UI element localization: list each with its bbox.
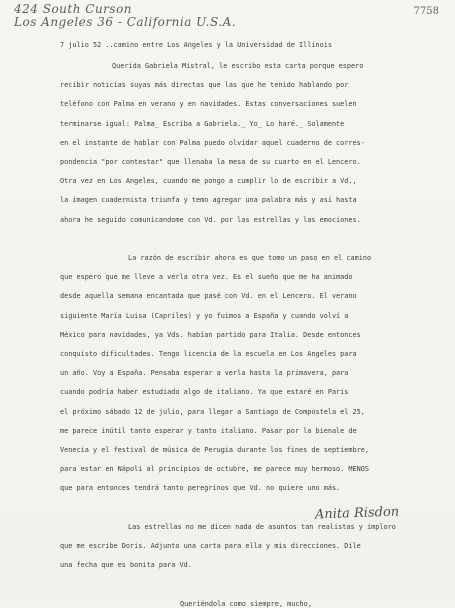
letter-line: que espero que me lleve a verla otra vez. Es el sueño que me ha animado <box>60 273 353 282</box>
letter-line: en el instante de hablar con Palma puedo olvidar aquel cuaderno de corres- <box>60 138 365 147</box>
letter-line: un año. Voy a España. Pensaba esperar a verla hasta la primavera, para <box>60 369 349 378</box>
letter-line: para estar en Nápoli al principios de octubre, me parece muy hermoso. MENOS <box>60 465 370 474</box>
letter-line: el próximo sábado 12 de julio, para llegar a Santiago de Compostela el 25, <box>60 407 365 416</box>
archive-number: 7758 <box>413 6 439 17</box>
letter-line: Otra vez en Los Angeles, cuando me pongo a cumplir lo de escribir a Vd., <box>60 177 357 186</box>
letter-line: siguiente María Luisa (Capriles) y yo fuimos a España y cuando volví a <box>60 311 349 320</box>
handwritten-address-line-2: Los Angeles 36 - California U.S.A. <box>14 15 237 29</box>
letter-line: Queriéndola como siempre, mucho, <box>180 599 312 608</box>
letter-line: La razón de escribir ahora es que tomo un paso en el camino <box>128 254 372 262</box>
letter-line: México para navidades, ya Vds. habían partido para Italia. Desde entonces <box>60 330 361 339</box>
letter-line: conquisto dificultades. Tengo licencia de la escuela en Los Angeles para <box>60 350 357 358</box>
letter-line: Venecia y el festival de música de Perugia durante los fines de septiembre, <box>60 446 370 454</box>
letter-line: cuando podría haber estudiado algo de italiano. Ya que estaré en Paris <box>60 388 349 397</box>
letter-line: que me escribe Doris. Adjunto una carta para ella y mis direcciones. Dile <box>60 542 361 550</box>
letter-line: teléfono con Palma en verano y en navidades. Estas conversaciones suelen <box>60 100 357 109</box>
handwritten-address-line-1: 424 South Curson <box>14 2 133 16</box>
letter-line: Querida Gabriela Mistral, le escribo esta carta porque espero <box>112 62 364 70</box>
letter-line: ahora he seguido comunicandome con Vd. por las estrellas y las emociones. <box>60 215 361 224</box>
date-line: 7 julio 52 ..camino entre Los Angeles y la Universidad de Illinois <box>60 41 332 49</box>
letter-line: me parece inútil tanto esperar y tanto italiano. Pasar por la bienale de <box>60 426 357 435</box>
letter-line: que para entonces tendrá tanto peregrinos que Vd. no quiere uno más. <box>60 484 341 493</box>
letter-line: terminarse igual: Palma_ Escriba a Gabriela._ Yo_ Lo haré._ Solamente <box>60 119 345 128</box>
letter-line: la imagen cuadernista triunfa y temo agregar una palabra más y así hasta <box>60 196 357 205</box>
letter-line: pondencia "por contestar" que llenaba la mesa de su cuarto en el Lencero. <box>60 158 361 166</box>
signature: Anita Risdon <box>314 504 400 523</box>
letter-line: Las estrellas no me dicen nada de asuntos tan realistas y imploro <box>128 522 396 531</box>
letter-line: recibir noticias suyas más directas que las que he tenido hablando por <box>60 81 349 90</box>
letter-line: desde aquella semana encantada que pasé con Vd. en el Lencero. El verano <box>60 292 357 301</box>
letter-line: una fecha que es bonita para Vd. <box>60 561 192 570</box>
